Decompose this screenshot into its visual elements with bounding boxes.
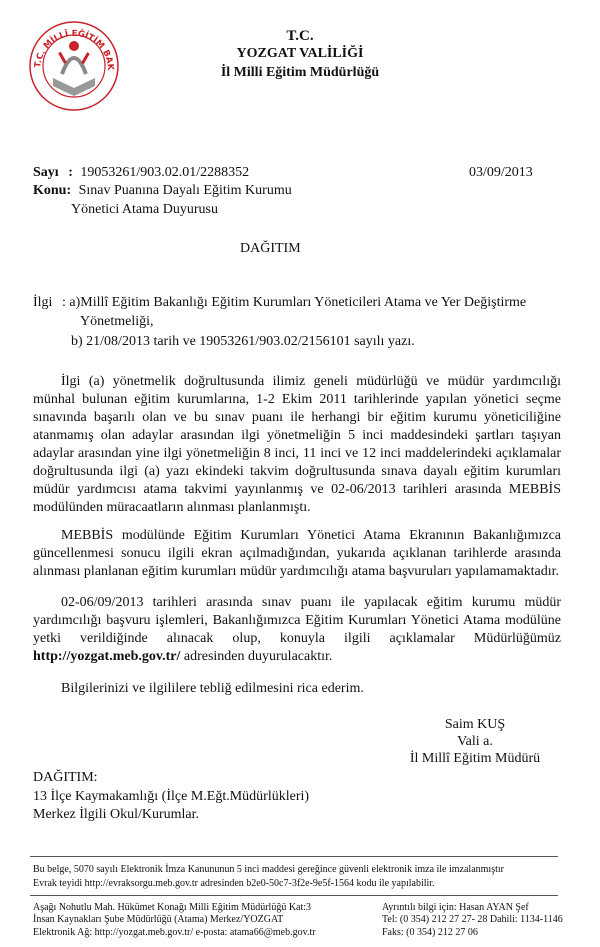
- body-paragraph-4: Bilgilerinizi ve ilgililere tebliğ edilmesini rica ederim.: [61, 681, 364, 696]
- body-paragraph-3: [33, 594, 561, 666]
- body-paragraph-2: MEBBİS modülünde Eğitim Kurumları Yönetici Atama Ekranının Bakanlığımızca güncellenmesi sonucu ilgili ekran açılmadığından, yukarıda açıklanan tarihlerde arasında alınması planlanan eğitim kurumları müdür yardımcılığı atama başvuruları yapılamamaktadır.: [33, 528, 561, 579]
- signatory-name: Saim KUŞ: [444, 717, 506, 732]
- body-paragraph-1: İlgi (a) yönetmelik doğrultusunda ilimiz geneli müdürlüğü ve müdür yardımcılığı münhal bulunan eğitim kurumlarına, 1-2 Ekim 2011 tarihlerinde yapılan yönetici seçme sınavında başarılı olan ve bu sınav puanı ile herhangi bir eğitim kurumu yöneticiliğine atanmamış olan adaylar arasından ilgi yönetmeliğin 5 inci maddesindeki şartları taşıyan adaylar arasından yine ilgi yönetmeliğin 8 inci, 11 inci ve 12 inci maddelerindeki açıklamalar doğrultusunda ilgi (a) yazı ekindeki takvim doğrultusunda sınava dayalı eğitim kurumları müdür yardımcısı atama takvimi yayınlanmış ve 02-06/2013 tarihleri arasında MEBBİS modülünden müracaatların alınması planlanmıştı.: [33, 374, 561, 515]
- ministry-logo: [22, 12, 122, 112]
- konu-line: [33, 183, 292, 199]
- sayi-line: [33, 165, 249, 181]
- ilgi-a-line2: Yönetmeliği,: [80, 314, 154, 329]
- ilgi-a-line1: : a)Millî Eğitim Bakanlığı Eğitim Kurumları Yöneticileri Atama ve Yer Değiştirme: [62, 295, 527, 310]
- distribution-list-heading: DAĞITIM:: [33, 770, 98, 785]
- distribution-heading: DAĞITIM: [240, 241, 301, 256]
- header-tc: T.C.: [286, 28, 314, 44]
- svg-text:T.C. MİLLÎ EĞİTİM BAKANLIĞI: T.C. MİLLÎ EĞİTİM BAK: [33, 28, 116, 71]
- esign-notice-2: Evrak teyidi http://evraksorgu.meb.gov.tr adresinden b2e0-50c7-3f2e-9e5f-1564 kodu ile yapılabilir.: [33, 878, 435, 889]
- konu-label: Konu:: [33, 183, 72, 198]
- konu-line2: Yönetici Atama Duyurusu: [71, 202, 218, 217]
- footer-divider-1: [30, 856, 558, 857]
- header-governorship: YOZGAT VALİLİĞİ: [236, 46, 364, 61]
- footer-contact-2: Tel: (0 354) 212 27 27- 28 Dahili: 1134-1146: [382, 914, 563, 925]
- footer-address-1: Aşağı Nohutlu Mah. Hükümet Konağı Milli Eğitim Müdürlüğü Kat:3: [33, 902, 312, 913]
- footer-divider-2: [30, 895, 558, 896]
- sayi-value: 19053261/903.02.01/2288352: [80, 165, 250, 180]
- footer-contact-3: Faks: (0 354) 212 27 06: [382, 927, 478, 938]
- paragraph-3-text: 02-06/09/2013 tarihleri arasında sınav puanı ile yapılacak eğitim kurumu müdür yardımcılığı başvuru işlemleri, Bakanlığımızca Eğitim Kurumları Yönetici Atama modülüne yetki verildiğinde alınacak olup, konuyla ilgili açıklamalar Müdürlüğümüz: [33, 595, 561, 646]
- ilgi-b: b) 21/08/2013 tarih ve 19053261/903.02/2156101 sayılı yazı.: [71, 334, 415, 349]
- esign-notice-1: Bu belge, 5070 sayılı Elektronik İmza Kanununun 5 inci maddesi gereğince güvenli elektronik imza ile imzalanmıştır: [33, 864, 504, 875]
- header-directorate: İl Milli Eğitim Müdürlüğü: [220, 65, 380, 80]
- signatory-title-1: Vali a.: [457, 734, 493, 749]
- paragraph-3-tail: adresinden duyurulacaktır.: [180, 649, 333, 664]
- website-link[interactable]: http://yozgat.meb.gov.tr/: [33, 649, 181, 664]
- sayi-sep: :: [68, 165, 73, 180]
- distribution-list-item-1: 13 İlçe Kaymakamlığı (İlçe M.Eğt.Müdürlükleri): [33, 789, 310, 804]
- footer-contact-1: Ayrıntılı bilgi için: Hasan AYAN Şef: [382, 902, 529, 913]
- sayi-label: Sayı: [33, 165, 59, 180]
- footer-address-3: Elektronik Ağ: http://yozgat.meb.gov.tr/ e-posta: atama66@meb.gov.tr: [33, 927, 316, 938]
- document-date: 03/09/2013: [469, 165, 533, 180]
- signatory-title-2: İl Millî Eğitim Müdürü: [409, 751, 541, 766]
- ilgi-label: İlgi: [33, 295, 53, 310]
- konu-line1: Sınav Puanına Dayalı Eğitim Kurumu: [78, 183, 292, 198]
- footer-address-2: İnsan Kaynakları Şube Müdürlüğü (Atama) Merkez/YOZGAT: [33, 914, 284, 925]
- distribution-list-item-2: Merkez İlgili Okul/Kurumlar.: [33, 807, 200, 822]
